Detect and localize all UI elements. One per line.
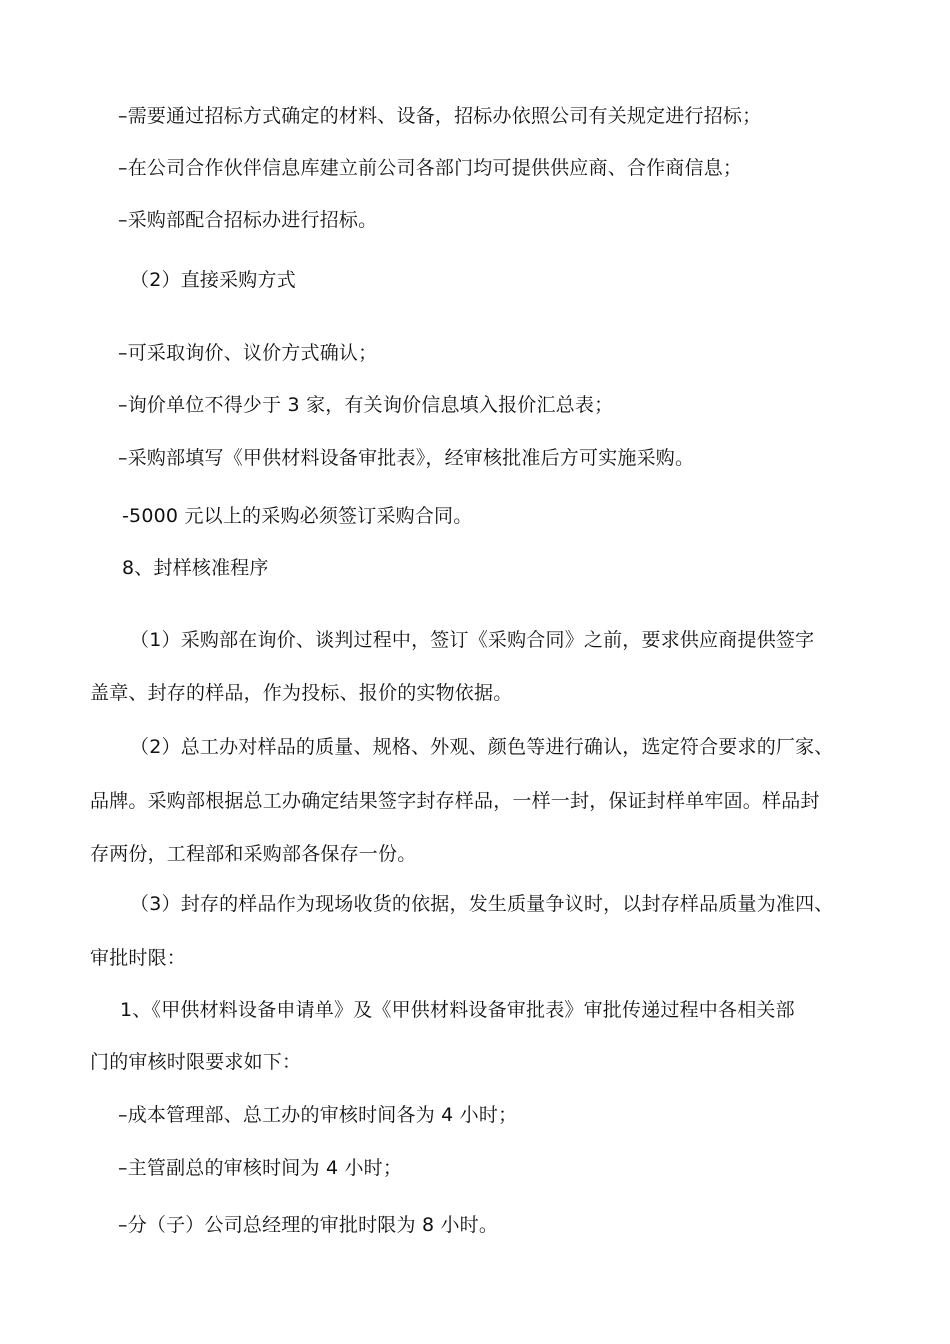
paragraph-line: 审批时限：: [90, 947, 187, 969]
text-line: –主管副总的审核时间为 4 小时；: [118, 1157, 403, 1179]
text-line: –采购部配合招标办进行招标。: [118, 209, 378, 231]
text-line: -5000 元以上的采购必须签订采购合同。: [122, 505, 473, 527]
paragraph-line: （3）封存的样品作为现场收货的依据，发生质量争议时，以封存样品质量为准四、: [130, 893, 834, 915]
paragraph-line: 1、《甲供材料设备申请单》及《甲供材料设备审批表》审批传递过程中各相关部: [120, 999, 795, 1021]
text-line: –采购部填写《甲供材料设备审批表》，经审核批准后方可实施采购。: [118, 447, 695, 469]
text-line: –分（子）公司总经理的审批时限为 8 小时。: [118, 1214, 499, 1236]
paragraph-line: （2）总工办对样品的质量、规格、外观、颜色等进行确认，选定符合要求的厂家、: [130, 736, 834, 758]
paragraph-line: 盖章、封存的样品，作为投标、报价的实物依据。: [90, 682, 513, 704]
text-line: –成本管理部、总工办的审核时间各为 4 小时；: [118, 1104, 518, 1126]
paragraph-line: 品牌。采购部根据总工办确定结果签字封存样品，一样一封，保证封样单牢固。样品封: [90, 790, 820, 812]
paragraph-line: （1）采购部在询价、谈判过程中，签订《采购合同》之前，要求供应商提供签字: [130, 629, 815, 651]
text-line: –在公司合作伙伴信息库建立前公司各部门均可提供供应商、合作商信息；: [118, 157, 743, 179]
paragraph-line: 存两份，工程部和采购部各保存一份。: [90, 843, 417, 865]
section-heading: （2）直接采购方式: [130, 269, 296, 291]
paragraph-line: 门的审核时限要求如下：: [90, 1051, 302, 1073]
text-line: –可采取询价、议价方式确认；: [118, 342, 378, 364]
text-line: –询价单位不得少于 3 家，有关询价信息填入报价汇总表；: [118, 394, 614, 416]
section-heading: 8、封样核准程序: [122, 557, 269, 579]
text-line: –需要通过招标方式确定的材料、设备，招标办依照公司有关规定进行招标；: [118, 105, 762, 127]
